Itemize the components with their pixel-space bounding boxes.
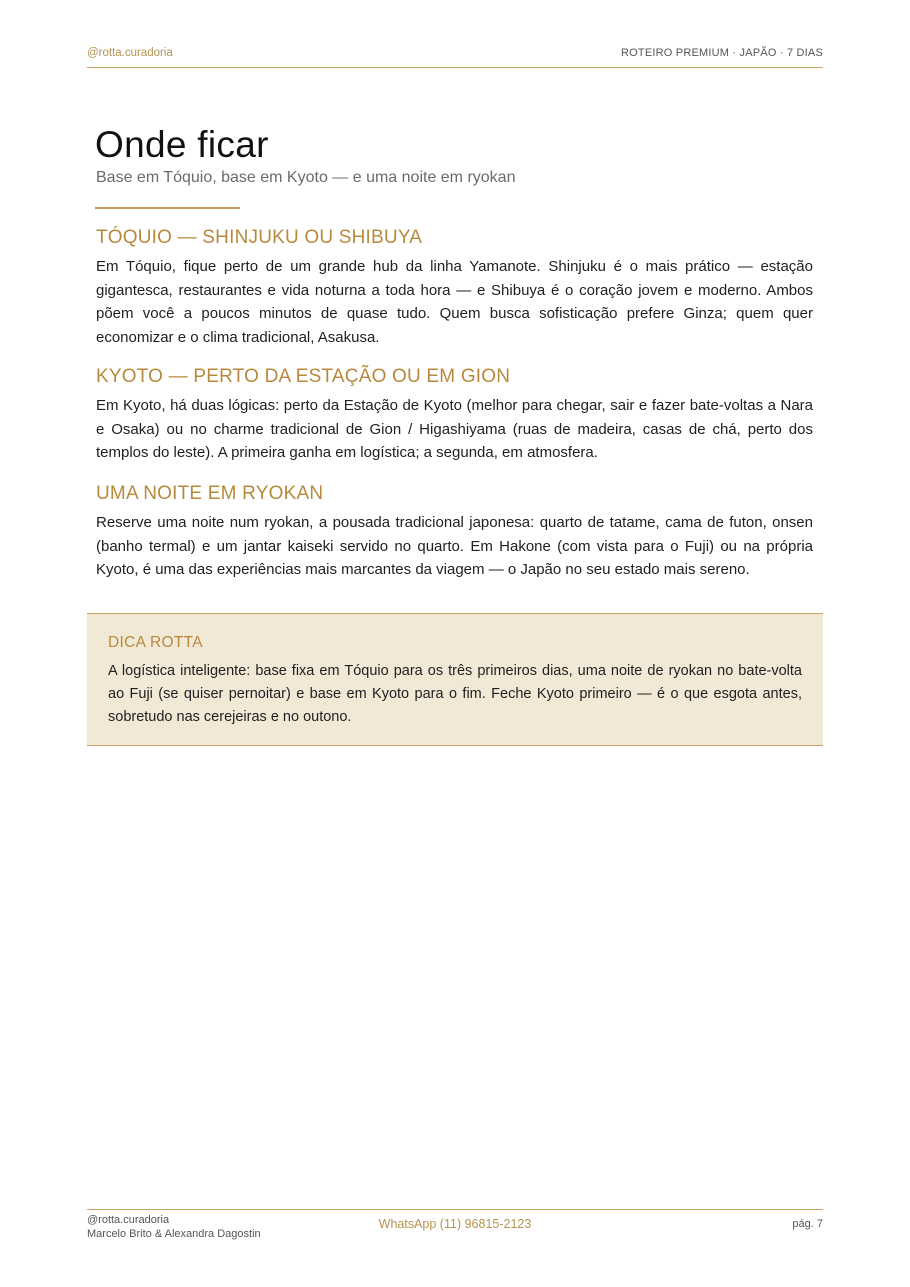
footer-authors: Marcelo Brito & Alexandra Dagostin bbox=[87, 1228, 261, 1240]
footer-contact: WhatsApp (11) 96815-2123 bbox=[378, 1217, 532, 1231]
tip-body: A logística inteligente: base fixa em Tóquio para os três primeiros dias, uma noite de ryokan no bate-volta ao Fuji (se quiser pernoitar) e base em Kyoto para o fim. Feche Kyoto primeiro — é o que esgota antes, sobretudo nas cerejeiras e no outono. bbox=[108, 663, 802, 725]
tip-heading: DICA ROTTA bbox=[108, 634, 203, 651]
page-header bbox=[87, 46, 823, 68]
page-number: pág. 7 bbox=[792, 1218, 823, 1230]
tip-box bbox=[87, 613, 823, 746]
section-body: Reserve uma noite num ryokan, a pousada tradicional japonesa: quarto de tatame, cama de futon, onsen (banho termal) e um jantar kaiseki servido no quarto. Em Hakone (com vista para o Fuji) ou na própria Kyoto, é uma das experiências mais marcantes da viagem — o Japão no seu estado mais sereno. bbox=[96, 514, 813, 578]
page-title: Onde ficar bbox=[95, 124, 269, 165]
section-kyoto bbox=[96, 365, 813, 465]
section-body: Em Tóquio, fique perto de um grande hub da linha Yamanote. Shinjuku é o mais prático — estação gigantesca, restaurantes e vida noturna a toda hora — e Shibuya é o coração jovem e moderno. Ambos põem você a poucos minutos de quase tudo. Quem busca sofisticação prefere Ginza; quem quer economizar e o clima tradicional, Asakusa. bbox=[96, 258, 813, 346]
header-brand: @rotta.curadoria bbox=[87, 47, 173, 59]
title-divider bbox=[95, 207, 240, 209]
section-heading: UMA NOITE EM RYOKAN bbox=[96, 483, 324, 504]
section-ryokan bbox=[96, 482, 813, 582]
footer-brand: @rotta.curadoria bbox=[87, 1214, 170, 1226]
page-footer bbox=[87, 1209, 823, 1245]
section-tokyo bbox=[96, 226, 813, 349]
section-body: Em Kyoto, há duas lógicas: perto da Estação de Kyoto (melhor para chegar, sair e fazer bate-voltas a Nara e Osaka) ou no charme tradicional de Gion / Higashiyama (ruas de madeira, casas de chá, perto dos templos do leste). A primeira ganha em logística; a segunda, em atmosfera. bbox=[96, 397, 813, 461]
header-tag: ROTEIRO PREMIUM · JAPÃO · 7 DIAS bbox=[621, 47, 823, 59]
page-subtitle: Base em Tóquio, base em Kyoto — e uma noite em ryokan bbox=[96, 169, 516, 186]
section-heading: TÓQUIO — SHINJUKU OU SHIBUYA bbox=[96, 227, 423, 248]
section-heading: KYOTO — PERTO DA ESTAÇÃO OU EM GION bbox=[96, 366, 511, 387]
